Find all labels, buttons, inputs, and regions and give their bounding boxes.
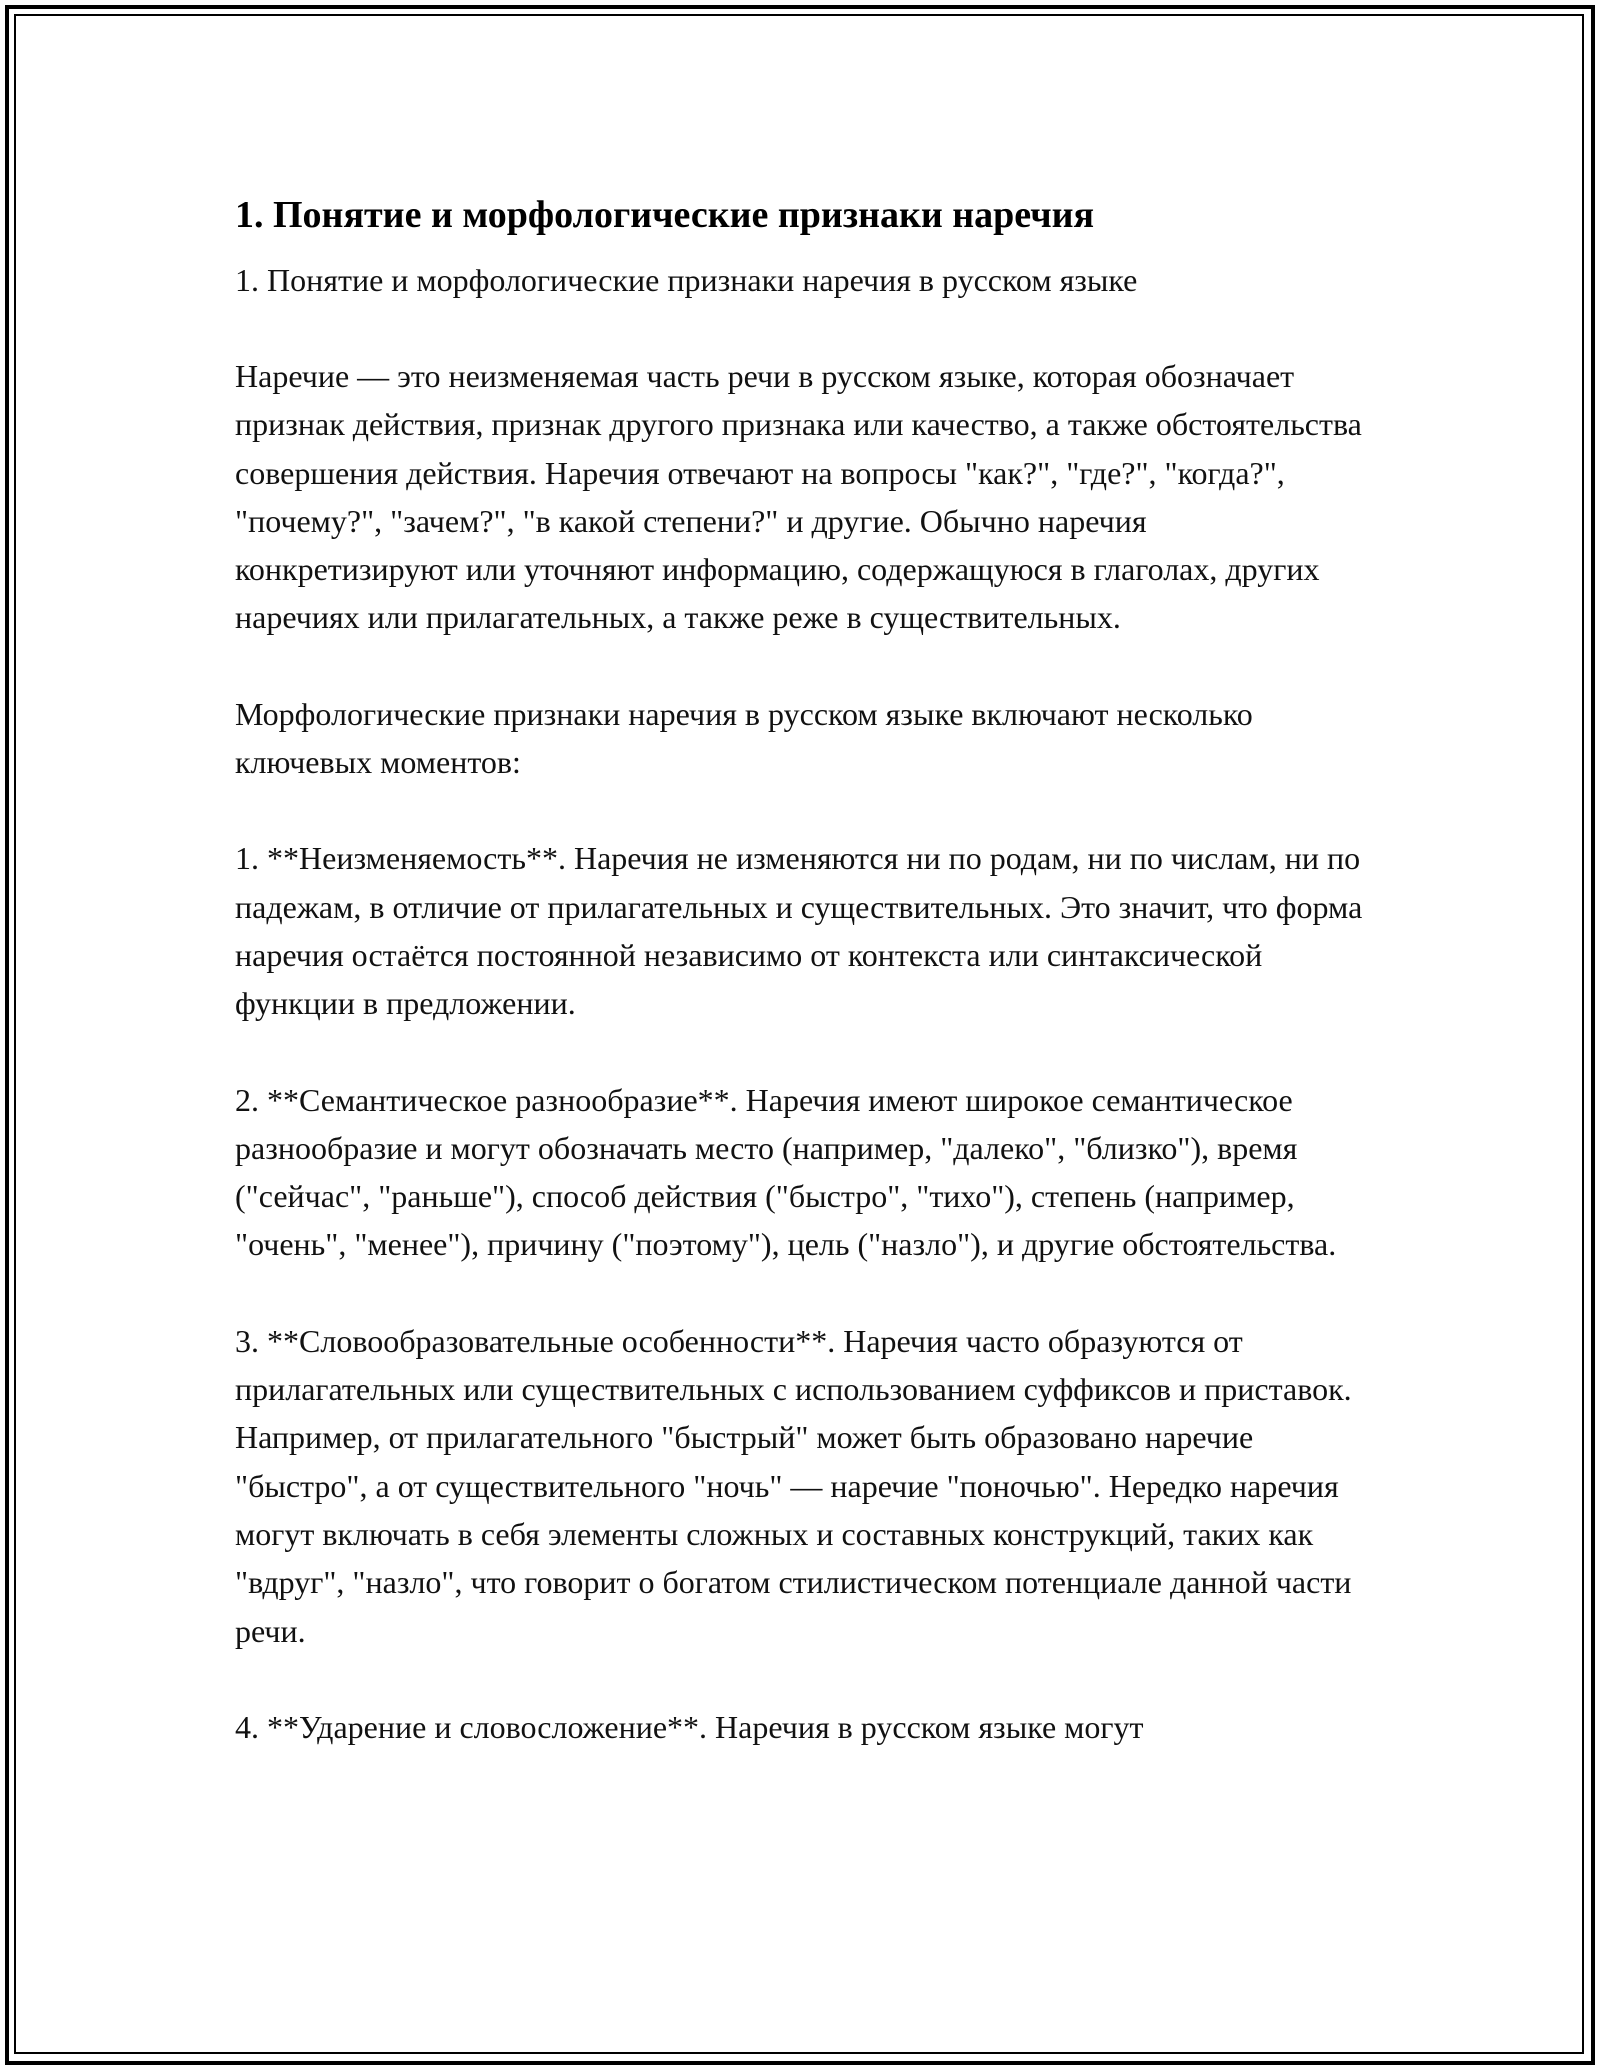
document-subtitle: 1. Понятие и морфологические признаки наречия в русском языке — [235, 262, 1138, 298]
document-body — [235, 186, 1375, 1751]
document-heading: 1. Понятие и морфологические признаки наречия — [235, 194, 1095, 236]
paragraph-point-2: 2. **Семантическое разнообразие**. Наречия имеют широкое семантическое разнообразие и могут обозначать место (например, "далеко", "близко"), время ("сейчас", "раньше"), способ действия ("быстро", "тихо"), степень (например, "очень", "менее"), причину ("поэтому"), цель ("назло"), и другие обстоятельства. — [235, 1081, 1337, 1263]
paragraph-morphology-intro: Морфологические признаки наречия в русском языке включают несколько ключевых моментов: — [235, 695, 1253, 781]
paragraph-point-1: 1. **Неизменяемость**. Наречия не изменяются ни по родам, ни по числам, ни по падежам, в отличие от прилагательных и существительных. Это значит, что форма наречия остаётся постоянной независимо от контекста или синтаксической функции в предложении. — [235, 840, 1363, 1022]
paragraph-definition: Наречие — это неизменяемая часть речи в русском языке, которая обозначает признак действия, признак другого признака или качество, а также обстоятельства совершения действия. Наречия отвечают на вопросы "как?", "где?", "когда?", "почему?", "зачем?", "в какой степени?" и другие. Обычно наречия конкретизируют или уточняют информацию, содержащуюся в глаголах, других наречиях или прилагательных, а также реже в существительных. — [235, 358, 1362, 636]
paragraph-point-4: 4. **Ударение и словосложение**. Наречия в русском языке могут — [235, 1708, 1144, 1745]
paragraph-point-3: 3. **Словообразовательные особенности**. Наречия часто образуются от прилагательных или существительных с использованием суффиксов и приставок. Например, от прилагательного "быстрый" может быть образовано наречие "быстро", а от существительного "ночь" — наречие "поночью". Нередко наречия могут включать в себя элементы сложных и составных конструкций, таких как "вдруг", "назло", что говорит о богатом стилистическом потенциале данной части речи. — [235, 1322, 1352, 1649]
